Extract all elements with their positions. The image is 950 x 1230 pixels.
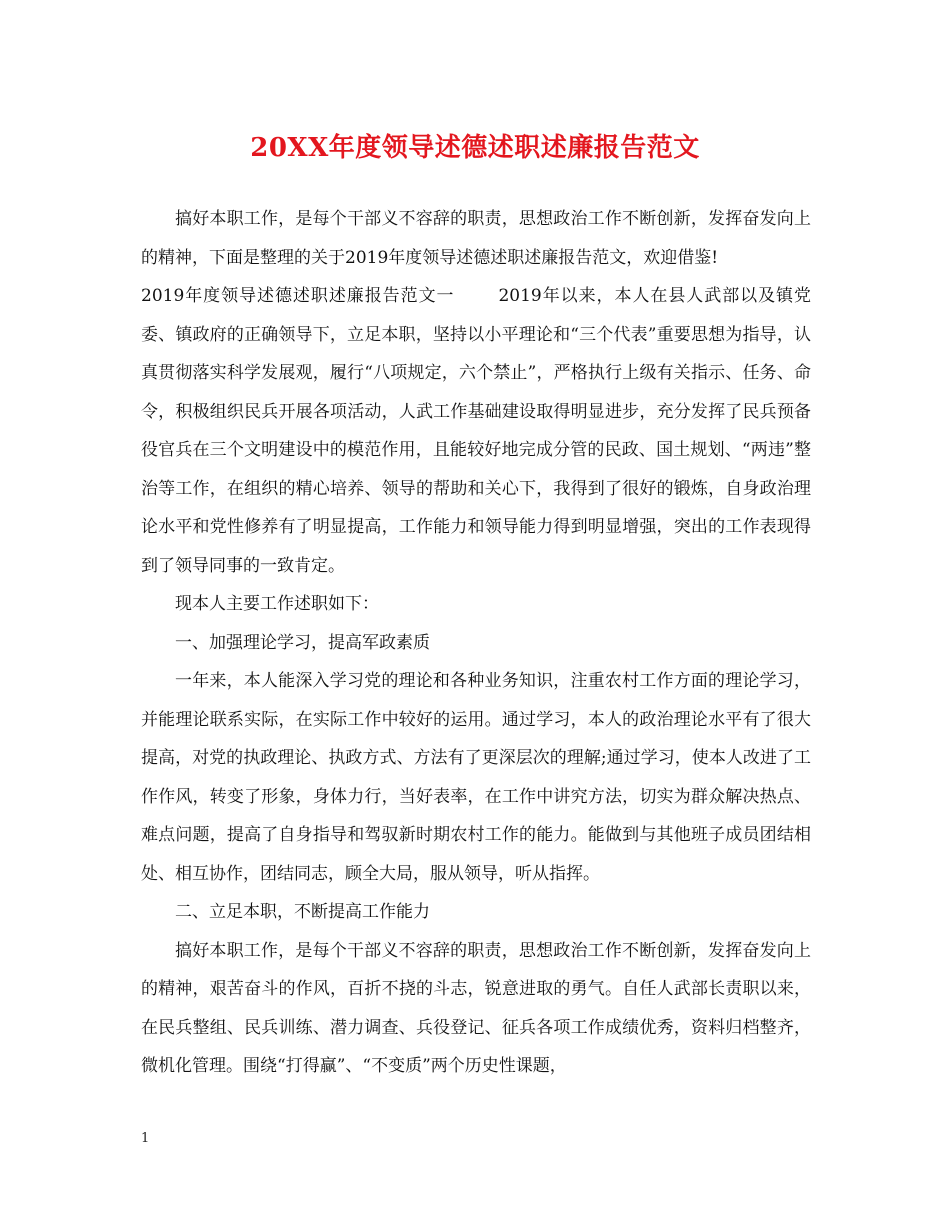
intro-paragraph: 搞好本职工作，是每个干部义不容辞的职责，思想政治工作不断创新，发挥奋发向上的精神，下面是整理的关于2019年度领导述德述职述廉报告范文，欢迎借鉴! — [141, 209, 811, 268]
paragraph-theory-study: 一年来，本人能深入学习党的理论和各种业务知识，注重农村工作方面的理论学习，并能理论联系实际，在实际工作中较好的运用。通过学习，本人的政治理论水平有了很大提高，对党的执政理论、执政方式、方法有了更深层次的理解;通过学习，使本人改进了工作作风，转变了形象，身体力行，当好表率，在工作中讲究方法，切实为群众解决热点、难点问题，提高了自身指导和驾驭新时期农村工作的能力。能做到与其他班子成员团结相处、相互协作，团结同志，顾全大局，服从领导，听从指挥。 — [141, 671, 811, 884]
section-paragraph — [141, 277, 811, 585]
heading-two: 二、立足本职，不断提高工作能力 — [175, 902, 430, 922]
document-title: 20XX年度领导述德述职述廉报告范文 — [250, 133, 700, 163]
document-body — [141, 200, 811, 1086]
page-number: 1 — [141, 1131, 150, 1146]
paragraph-duty: 搞好本职工作，是每个干部义不容辞的职责，思想政治工作不断创新，发挥奋发向上的精神，艰苦奋斗的作风，百折不挠的斗志，锐意进取的勇气。自任人武部长责职以来，在民兵整组、民兵训练、潜力调查、兵役登记、征兵各项工作成绩优秀，资料归档整齐，微机化管理。围绕“打得赢”、“不变质”两个历史性课题， — [141, 940, 811, 1076]
section-first-paragraph: 2019年以来，本人在县人武部以及镇党委、镇政府的正确领导下，立足本职，坚持以小平理论和“三个代表”重要思想为指导，认真贯彻落实科学发展观，履行“八项规定，六个禁止”，严格执行上级有关指示、任务、命令，积极组织民兵开展各项活动，人武工作基础建设取得明显进步，充分发挥了民兵预备役官兵在三个文明建设中的模范作用，且能较好地完成分管的民政、国土规划、“两违”整治等工作，在组织的精心培养、领导的帮助和关心下，我得到了很好的锻炼，自身政治理论水平和党性修养有了明显提高，工作能力和领导能力得到明显增强，突出的工作表现得到了领导同事的一致肯定。 — [141, 286, 812, 576]
paragraph-work-summary: 现本人主要工作述职如下： — [175, 594, 379, 614]
section-heading: 2019年度领导述德述职述廉报告范文一 — [141, 286, 455, 306]
heading-one: 一、加强理论学习，提高军政素质 — [175, 632, 430, 653]
